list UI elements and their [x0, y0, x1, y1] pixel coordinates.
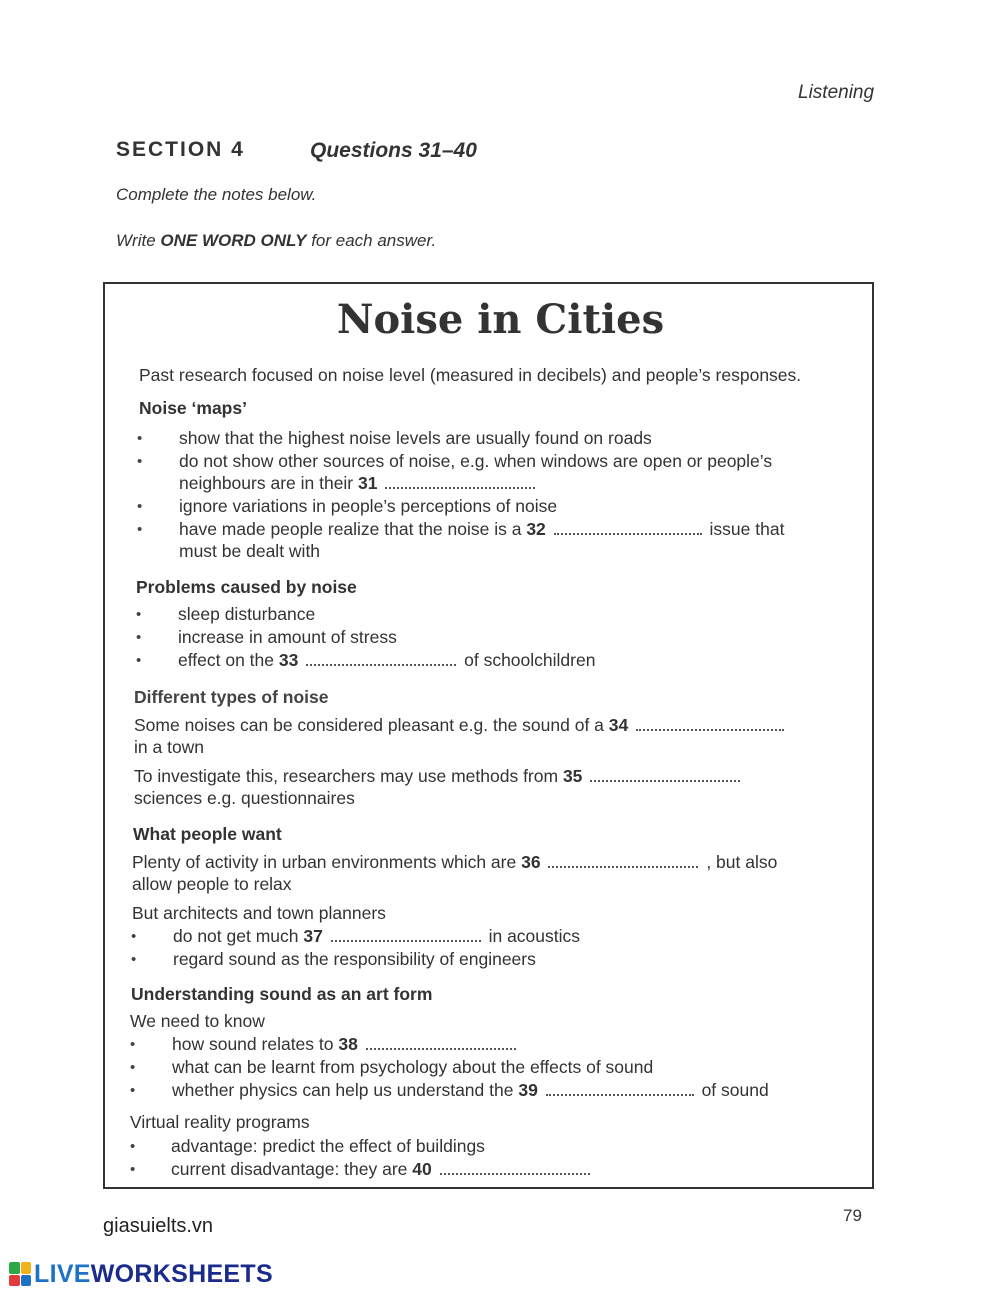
- art-text: of sound: [701, 1080, 769, 1100]
- instruction-emphasis: ONE WORD ONLY: [160, 231, 307, 250]
- art-bullet-3: [172, 1080, 769, 1101]
- types-line-2: [134, 766, 743, 787]
- problems-text: of schoolchildren: [464, 650, 596, 670]
- maps-bullet-4-line2: must be dealt with: [179, 541, 321, 561]
- maps-text: have made people realize that the noise is a: [179, 519, 522, 539]
- bullet-icon: •: [137, 521, 143, 538]
- problems-bullet-1: sleep disturbance: [178, 604, 316, 624]
- heading-art-form: Understanding sound as an art form: [131, 984, 433, 1004]
- art-bullet-4: advantage: predict the effect of buildings: [171, 1136, 485, 1156]
- question-number-38: 38: [338, 1034, 358, 1054]
- answer-blank-33[interactable]: [306, 652, 456, 666]
- logo-text-live: LIVE: [34, 1259, 91, 1288]
- art-bullet-2: what can be learnt from psychology about the effects of sound: [172, 1057, 654, 1077]
- question-number-37: 37: [303, 926, 323, 946]
- bullet-icon: •: [137, 430, 143, 447]
- maps-text: issue that: [709, 519, 785, 539]
- page-number: 79: [843, 1206, 862, 1225]
- instruction-text: for each answer.: [306, 231, 437, 250]
- question-number-31: 31: [358, 473, 378, 493]
- problems-bullet-2: increase in amount of stress: [178, 627, 397, 647]
- maps-bullet-2-line2: [179, 473, 538, 494]
- bullet-icon: •: [130, 1138, 136, 1155]
- types-line-1: [134, 715, 787, 736]
- want-text: in acoustics: [488, 926, 581, 946]
- bullet-icon: •: [136, 606, 142, 623]
- answer-blank-34[interactable]: [636, 717, 784, 731]
- art-text: how sound relates to: [172, 1034, 334, 1054]
- answer-blank-35[interactable]: [590, 768, 740, 782]
- art-bullet-1: [172, 1034, 519, 1055]
- bullet-icon: •: [131, 951, 137, 968]
- questions-range: Questions 31–40: [310, 139, 477, 162]
- maps-bullet-2-line1: do not show other sources of noise, e.g. when windows are open or people’s: [179, 451, 773, 471]
- answer-blank-36[interactable]: [548, 854, 698, 868]
- maps-bullet-4-line1: [179, 519, 784, 540]
- want-line-1: [132, 852, 777, 873]
- question-number-34: 34: [608, 715, 629, 735]
- want-bullet-2: regard sound as the responsibility of engineers: [173, 949, 536, 969]
- section-label: SECTION 4: [116, 138, 245, 161]
- heading-want: What people want: [133, 824, 282, 844]
- want-line-2: But architects and town planners: [132, 903, 386, 923]
- logo-text-worksheets: WORKSHEETS: [90, 1259, 273, 1288]
- art-bullet-5: [171, 1159, 593, 1180]
- want-bullet-1: [173, 926, 580, 947]
- running-header: Listening: [798, 82, 875, 103]
- question-number-35: 35: [562, 766, 583, 786]
- want-text: do not get much: [173, 926, 299, 946]
- bullet-icon: •: [130, 1036, 136, 1053]
- bullet-icon: •: [137, 453, 143, 470]
- art-line-2: Virtual reality programs: [130, 1112, 310, 1132]
- heading-noise-maps: Noise ‘maps’: [139, 398, 247, 418]
- types-line-2b: sciences e.g. questionnaires: [134, 788, 355, 808]
- instruction-word-limit: [116, 231, 436, 251]
- types-text: To investigate this, researchers may use methods from: [134, 766, 559, 786]
- question-number-36: 36: [521, 852, 541, 872]
- art-text: current disadvantage: they are: [171, 1159, 408, 1179]
- maps-text: neighbours are in their: [179, 473, 354, 493]
- liveworksheets-icon: [9, 1262, 31, 1286]
- answer-blank-31[interactable]: [385, 475, 535, 489]
- bullet-icon: •: [136, 652, 142, 669]
- art-line-1: We need to know: [130, 1011, 265, 1031]
- types-text: Some noises can be considered pleasant e.g. the sound of a: [134, 715, 604, 735]
- intro-text: Past research focused on noise level (measured in decibels) and people’s responses.: [139, 365, 802, 385]
- answer-blank-37[interactable]: [331, 928, 481, 942]
- instruction-complete: Complete the notes below.: [116, 185, 317, 204]
- notes-title: Noise in Cities: [336, 296, 665, 343]
- want-text: , but also: [706, 852, 778, 872]
- question-number-39: 39: [518, 1080, 538, 1100]
- bullet-icon: •: [131, 928, 137, 945]
- maps-bullet-1: show that the highest noise levels are usually found on roads: [179, 428, 652, 448]
- liveworksheets-logo[interactable]: [9, 1259, 273, 1289]
- answer-blank-40[interactable]: [440, 1161, 590, 1175]
- site-credit: giasuielts.vn: [103, 1215, 214, 1237]
- problems-text: effect on the: [178, 650, 275, 670]
- instruction-text: Write: [116, 231, 161, 250]
- bullet-icon: •: [130, 1059, 136, 1076]
- bullet-icon: •: [130, 1161, 136, 1178]
- question-number-40: 40: [412, 1159, 432, 1179]
- heading-types: Different types of noise: [134, 687, 329, 707]
- want-text: Plenty of activity in urban environments which are: [132, 852, 517, 872]
- types-line-1b: in a town: [134, 737, 205, 757]
- heading-problems: Problems caused by noise: [136, 577, 357, 597]
- bullet-icon: •: [137, 498, 143, 515]
- question-number-33: 33: [278, 650, 299, 670]
- logo-wordmark: [34, 1260, 273, 1289]
- bullet-icon: •: [136, 629, 142, 646]
- maps-bullet-3: ignore variations in people’s perceptions of noise: [179, 496, 558, 516]
- answer-blank-32[interactable]: [554, 521, 702, 535]
- question-number-32: 32: [526, 519, 546, 539]
- bullet-icon: •: [130, 1082, 136, 1099]
- answer-blank-38[interactable]: [366, 1036, 516, 1050]
- want-line-1b: allow people to relax: [132, 874, 292, 894]
- problems-bullet-3: [178, 650, 595, 671]
- answer-blank-39[interactable]: [546, 1082, 694, 1096]
- art-text: whether physics can help us understand the: [172, 1080, 514, 1100]
